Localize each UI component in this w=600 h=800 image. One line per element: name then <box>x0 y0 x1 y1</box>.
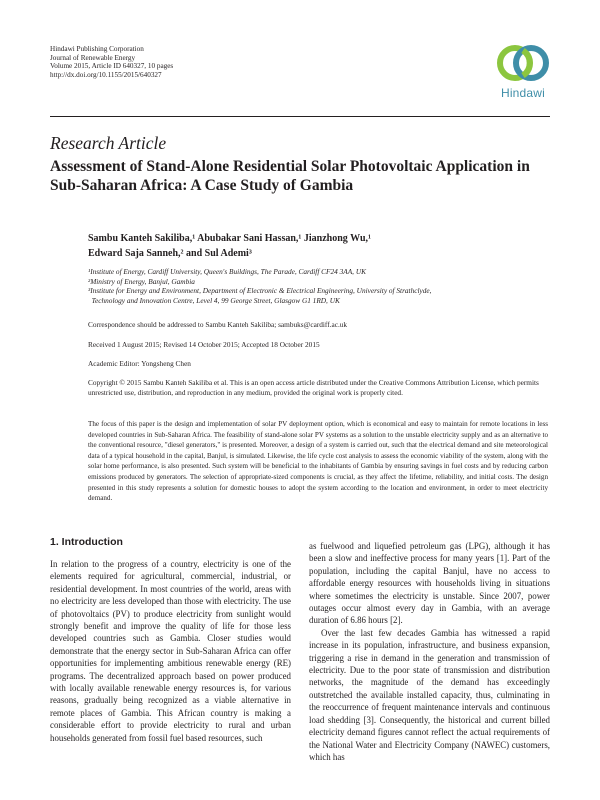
authors-line-1: Sambu Kanteh Sakiliba,¹ Abubakar Sani Hassan,¹ Jianzhong Wu,¹ <box>88 233 371 244</box>
abstract: The focus of this paper is the design and implementation of solar PV deployment option, which is economical and easy to maintain for remote locations in less developed countries in Sub-Saharan Africa. The feasibility of stand-alone solar PV systems as a solution to the unstable electricity supply and as an alternative to the conventional resource, "diesel generators," is presented. Moreover, a design of a system is carried out, such that the electrical demand and site meteorological data of a typical household in the capital, Banjul, is simulated. Likewise, the life cycle cost analysis to assess the economic viability of the system, along with the solar home performance, is also presented. Such system will be beneficial to the inhabitants of Gambia by ensuring savings in fuel costs and by reducing carbon emissions produced by generators. The selection of appropriate-sized components is crucial, as they affect the lifetime, reliability, and initial costs. The design presented in this study represents a solution for domestic houses to adopt the system according to the location and environment, in order to meet electricity demand. <box>88 420 548 503</box>
author-list <box>88 231 528 261</box>
intro-paragraph-2: Over the last few decades Gambia has witnessed a rapid increase in its population, infrastructure, and business expansion, triggering a rise in demand in the generation and transmission of electricity. Due to the poor state of transmission and distribution networks, the magnitude of the demand has exceedingly outstretched the available installed capacity, thus, culminating in the reoccurrence of frequent maintenance intervals and continuous load shedding [3]. Consequently, the historical and current billed electricity demand figures cannot reflect the actual requirements of the National Water and Electricity Company (NAWEC) customers, which has <box>309 627 550 762</box>
hindawi-logo[interactable] <box>493 38 553 104</box>
article-type: Research Article <box>50 133 167 153</box>
publisher-name: Hindawi Publishing Corporation <box>50 45 144 53</box>
volume-info: Volume 2015, Article ID 640327, 10 pages <box>50 62 174 71</box>
academic-editor: Academic Editor: Yongsheng Chen <box>88 359 191 368</box>
doi-link[interactable]: http://dx.doi.org/10.1155/2015/640327 <box>50 70 162 79</box>
journal-name: Journal of Renewable Energy <box>50 53 136 62</box>
intro-paragraph-1-cont: as fuelwood and liquefied petroleum gas (LPG), although it has been a slow and ineffective process for many years [1]. Part of the population, including the capital Banjul, have no access to affordable energy resources with households living in situations where sometimes the electricity is unstable. Since 2007, power outages occur almost every day in Gambia, with an average duration of 6.86 hours [2]. <box>309 541 550 626</box>
publication-info <box>50 45 173 79</box>
affiliation-2: ²Ministry of Energy, Banjul, Gambia <box>88 276 195 286</box>
paper-title: Assessment of Stand-Alone Residential Solar Photovoltaic Application in Sub-Saharan Africa: A Case Study of Gambia <box>50 158 530 194</box>
section-heading: 1. Introduction <box>50 536 123 548</box>
intro-paragraph-1: In relation to the progress of a country, electricity is one of the elements required for agricultural, commercial, industrial, or residential development. In most countries of the world, areas with no electricity are less developed than those with electricity. The use of photovoltaics (PV) to produce electricity from sunlight would strongly benefit and improve the quality of life for those less developed countries such as Gambia. Closer studies would demonstrate that the energy sector in Sub-Saharan Africa can offer opportunities for implementing ambitious renewable energy (RE) programs. The decentralized approach based on power produced with locally available renewable energy resources is, for various reasons, gradually being recognized as a viable alternative in remote places of Gambia. This African country is making a considerable effort to provide electricity to rural and urban households generated from fossil fuel based resources, such <box>50 559 291 743</box>
affiliation-3: ³Institute for Energy and Environment, Department of Electronic & Electrical Engineering, University of Strathclyde, <box>88 286 432 296</box>
affiliations <box>88 267 548 305</box>
article-dates: Received 1 August 2015; Revised 14 October 2015; Accepted 18 October 2015 <box>88 340 320 349</box>
affiliation-1: ¹Institute of Energy, Cardiff University, Queen's Buildings, The Parade, Cardiff CF24 3AA, UK <box>88 267 366 276</box>
hindawi-logo-text: Hindawi <box>500 86 546 100</box>
hindawi-logo-icon <box>493 38 553 88</box>
left-column <box>50 558 291 744</box>
copyright-notice: Copyright © 2015 Sambu Kanteh Sakiliba et al. This is an open access article distributed under the Creative Commons Attribution License, which permits unrestricted use, distribution, and reproduction in any medium, provided the original work is properly cited. <box>88 378 539 397</box>
correspondence: Correspondence should be addressed to Sambu Kanteh Sakiliba; sambuks@cardiff.ac.uk <box>88 320 348 329</box>
right-column <box>309 540 550 763</box>
header-divider <box>50 116 550 117</box>
authors-line-2: Edward Saja Sanneh,² and Sul Ademi³ <box>88 248 252 259</box>
affiliation-3-cont: Technology and Innovation Centre, Level 4, 99 George Street, Glasgow G1 1RD, UK <box>88 295 340 305</box>
